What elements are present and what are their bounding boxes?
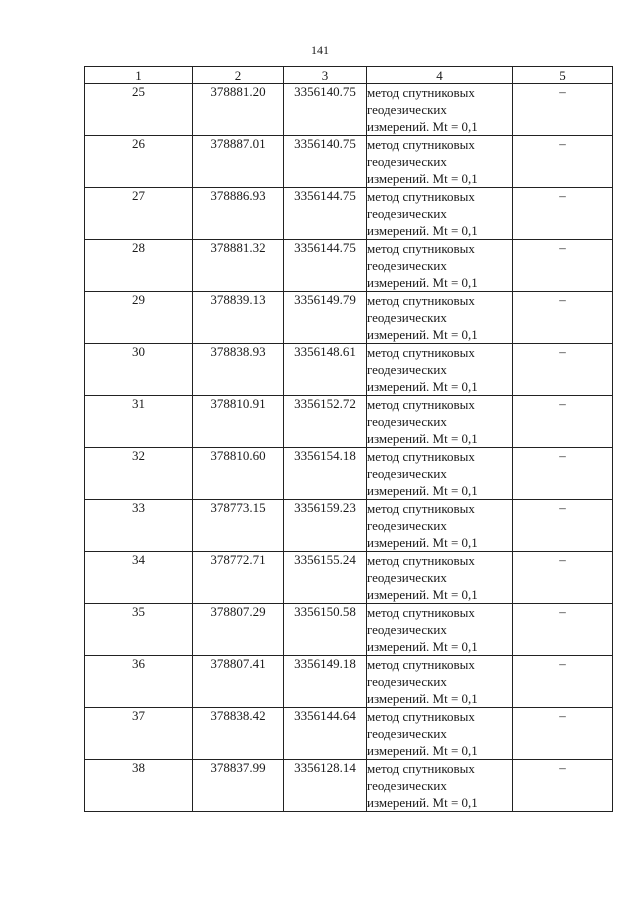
x-coordinate-cell: 378810.91: [193, 396, 284, 448]
method-line: метод спутниковых: [367, 241, 475, 256]
method-cell: [367, 760, 513, 812]
y-coordinate-cell: 3356149.79: [284, 292, 367, 344]
column-header: 4: [367, 67, 513, 84]
x-coordinate-cell: 378810.60: [193, 448, 284, 500]
x-coordinate-cell: 378772.71: [193, 552, 284, 604]
point-number-cell: 30: [85, 344, 193, 396]
table-row: [85, 84, 613, 136]
x-coordinate-cell: 378837.99: [193, 760, 284, 812]
dash-cell: –: [513, 656, 613, 708]
method-line: измерений. Mt = 0,1: [367, 327, 478, 342]
table-row: [85, 552, 613, 604]
point-number-cell: 27: [85, 188, 193, 240]
dash-cell: –: [513, 136, 613, 188]
method-line: метод спутниковых: [367, 137, 475, 152]
method-line: измерений. Mt = 0,1: [367, 223, 478, 238]
dash-cell: –: [513, 448, 613, 500]
method-line: геодезических: [367, 778, 447, 793]
method-line: измерений. Mt = 0,1: [367, 119, 478, 134]
page-number: 141: [311, 43, 329, 57]
x-coordinate-cell: 378807.41: [193, 656, 284, 708]
method-line: метод спутниковых: [367, 449, 475, 464]
method-cell: [367, 292, 513, 344]
method-line: геодезических: [367, 102, 447, 117]
method-cell: [367, 240, 513, 292]
method-line: метод спутниковых: [367, 293, 475, 308]
dash-cell: –: [513, 240, 613, 292]
method-line: геодезических: [367, 414, 447, 429]
table-header-row: [85, 67, 613, 84]
method-line: измерений. Mt = 0,1: [367, 587, 478, 602]
method-line: геодезических: [367, 258, 447, 273]
table-row: [85, 136, 613, 188]
x-coordinate-cell: 378773.15: [193, 500, 284, 552]
y-coordinate-cell: 3356159.23: [284, 500, 367, 552]
x-coordinate-cell: 378838.93: [193, 344, 284, 396]
dash-cell: –: [513, 552, 613, 604]
x-coordinate-cell: 378887.01: [193, 136, 284, 188]
method-cell: [367, 708, 513, 760]
method-cell: [367, 656, 513, 708]
method-cell: [367, 396, 513, 448]
point-number-cell: 31: [85, 396, 193, 448]
method-line: измерений. Mt = 0,1: [367, 431, 478, 446]
dash-cell: –: [513, 760, 613, 812]
x-coordinate-cell: 378886.93: [193, 188, 284, 240]
x-coordinate-cell: 378839.13: [193, 292, 284, 344]
column-header: 3: [284, 67, 367, 84]
y-coordinate-cell: 3356155.24: [284, 552, 367, 604]
dash-cell: –: [513, 344, 613, 396]
y-coordinate-cell: 3356140.75: [284, 136, 367, 188]
table-row: [85, 500, 613, 552]
method-cell: [367, 448, 513, 500]
dash-cell: –: [513, 500, 613, 552]
method-line: метод спутниковых: [367, 85, 475, 100]
y-coordinate-cell: 3356140.75: [284, 84, 367, 136]
point-number-cell: 37: [85, 708, 193, 760]
dash-cell: –: [513, 708, 613, 760]
method-cell: [367, 552, 513, 604]
point-number-cell: 28: [85, 240, 193, 292]
point-number-cell: 26: [85, 136, 193, 188]
point-number-cell: 32: [85, 448, 193, 500]
method-cell: [367, 188, 513, 240]
method-line: геодезических: [367, 518, 447, 533]
point-number-cell: 29: [85, 292, 193, 344]
method-line: метод спутниковых: [367, 501, 475, 516]
method-line: геодезических: [367, 674, 447, 689]
method-line: измерений. Mt = 0,1: [367, 535, 478, 550]
dash-cell: –: [513, 604, 613, 656]
table-row: [85, 292, 613, 344]
y-coordinate-cell: 3356144.75: [284, 188, 367, 240]
method-line: геодезических: [367, 622, 447, 637]
dash-cell: –: [513, 396, 613, 448]
method-line: геодезических: [367, 726, 447, 741]
method-line: измерений. Mt = 0,1: [367, 275, 478, 290]
method-line: геодезических: [367, 154, 447, 169]
y-coordinate-cell: 3356150.58: [284, 604, 367, 656]
method-line: метод спутниковых: [367, 657, 475, 672]
y-coordinate-cell: 3356144.64: [284, 708, 367, 760]
method-line: измерений. Mt = 0,1: [367, 795, 478, 810]
x-coordinate-cell: 378807.29: [193, 604, 284, 656]
y-coordinate-cell: 3356128.14: [284, 760, 367, 812]
table-row: [85, 344, 613, 396]
method-cell: [367, 500, 513, 552]
dash-cell: –: [513, 188, 613, 240]
point-number-cell: 36: [85, 656, 193, 708]
method-line: метод спутниковых: [367, 605, 475, 620]
method-line: измерений. Mt = 0,1: [367, 639, 478, 654]
table-row: [85, 448, 613, 500]
method-line: измерений. Mt = 0,1: [367, 379, 478, 394]
method-cell: [367, 84, 513, 136]
dash-cell: –: [513, 84, 613, 136]
point-number-cell: 25: [85, 84, 193, 136]
point-number-cell: 33: [85, 500, 193, 552]
point-number-cell: 35: [85, 604, 193, 656]
y-coordinate-cell: 3356148.61: [284, 344, 367, 396]
dash-cell: –: [513, 292, 613, 344]
point-number-cell: 34: [85, 552, 193, 604]
y-coordinate-cell: 3356152.72: [284, 396, 367, 448]
method-line: измерений. Mt = 0,1: [367, 743, 478, 758]
column-header: 1: [85, 67, 193, 84]
table-row: [85, 240, 613, 292]
table-row: [85, 708, 613, 760]
y-coordinate-cell: 3356144.75: [284, 240, 367, 292]
method-line: измерений. Mt = 0,1: [367, 691, 478, 706]
x-coordinate-cell: 378881.32: [193, 240, 284, 292]
table-row: [85, 396, 613, 448]
table-row: [85, 760, 613, 812]
coordinates-table: [84, 66, 613, 812]
column-header: 2: [193, 67, 284, 84]
method-line: геодезических: [367, 570, 447, 585]
table-body: [85, 84, 613, 812]
method-line: метод спутниковых: [367, 761, 475, 776]
method-line: метод спутниковых: [367, 397, 475, 412]
method-line: измерений. Mt = 0,1: [367, 171, 478, 186]
method-line: геодезических: [367, 362, 447, 377]
column-header: 5: [513, 67, 613, 84]
method-line: измерений. Mt = 0,1: [367, 483, 478, 498]
table-row: [85, 604, 613, 656]
method-line: метод спутниковых: [367, 189, 475, 204]
table-row: [85, 188, 613, 240]
x-coordinate-cell: 378881.20: [193, 84, 284, 136]
method-line: геодезических: [367, 310, 447, 325]
method-cell: [367, 604, 513, 656]
method-line: метод спутниковых: [367, 345, 475, 360]
y-coordinate-cell: 3356149.18: [284, 656, 367, 708]
method-line: метод спутниковых: [367, 709, 475, 724]
method-line: геодезических: [367, 206, 447, 221]
y-coordinate-cell: 3356154.18: [284, 448, 367, 500]
method-line: геодезических: [367, 466, 447, 481]
table-row: [85, 656, 613, 708]
method-cell: [367, 136, 513, 188]
x-coordinate-cell: 378838.42: [193, 708, 284, 760]
method-line: метод спутниковых: [367, 553, 475, 568]
point-number-cell: 38: [85, 760, 193, 812]
method-cell: [367, 344, 513, 396]
